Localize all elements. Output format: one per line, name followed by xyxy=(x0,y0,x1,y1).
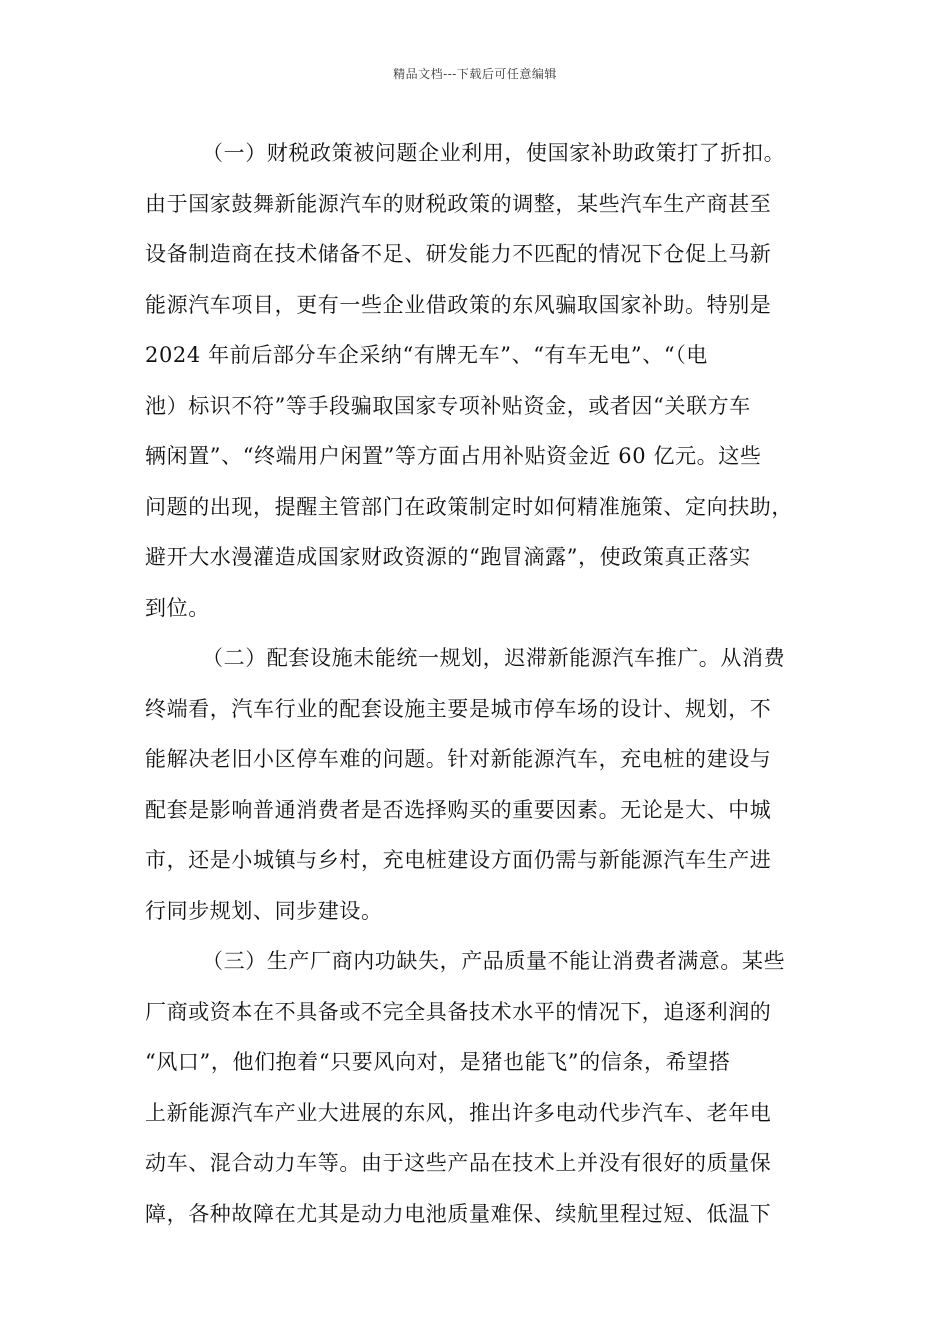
text-line: （二）配套设施未能统一规划，迟滞新能源汽车推广。从消费 xyxy=(202,646,786,670)
text-line: “风口”，他们抱着“只要风向对，是猪也能飞”的信条，希望搭 xyxy=(145,1050,731,1074)
text-line: 由于国家鼓舞新能源汽车的财税政策的调整，某些汽车生产商甚至 xyxy=(145,191,772,216)
text-line: 避开大水漫灌造成国家财政资源的“跑冒滴露”，使政策真正落实 xyxy=(145,545,751,569)
text-line: 上新能源汽车产业大进展的东风，推出许多电动代步汽车、老年电 xyxy=(145,1100,772,1125)
text-line: 问题的出现，提醒主管部门在政策制定时如何精准施策、定向扶助， xyxy=(145,494,793,519)
paragraph-2 xyxy=(145,633,825,936)
text-line: 设备制造商在技术储备不足、研发能力不匹配的情况下仓促上马新 xyxy=(145,242,772,266)
text-line: 配套是影响普通消费者是否选择购买的重要因素。无论是大、中城 xyxy=(145,797,772,822)
text-line: （一）财税政策被问题企业利用，使国家补助政策打了折扣。 xyxy=(202,141,786,165)
page-header: 精品文档---下载后可任意编辑 xyxy=(393,67,557,81)
text-line: （三）生产厂商内功缺失，产品质量不能让消费者满意。某些 xyxy=(202,949,786,973)
document-body xyxy=(145,128,825,1239)
text-line: 到位。 xyxy=(145,595,210,620)
text-line: 动车、混合动力车等。由于这些产品在技术上并没有很好的质量保 xyxy=(145,1151,772,1175)
text-line: 能源汽车项目，更有一些企业借政策的东风骗取国家补助。特别是 xyxy=(145,292,772,317)
text-line: 池）标识不符”等手段骗取国家专项补贴资金，或者因“关联方车 xyxy=(145,393,751,418)
text-line: 2024 年前后部分车企采纳“有牌无车”、“有车无电”、“（电 xyxy=(145,343,708,367)
text-line: 市，还是小城镇与乡村，充电桩建设方面仍需与新能源汽车生产进 xyxy=(145,848,772,872)
text-line: 行同步规划、同步建设。 xyxy=(145,898,383,923)
text-line: 障，各种故障在尤其是动力电池质量难保、续航里程过短、低温下 xyxy=(145,1201,772,1226)
text-line: 能解决老旧小区停车难的问题。针对新能源汽车，充电桩的建设与 xyxy=(145,747,772,771)
text-line: 终端看，汽车行业的配套设施主要是城市停车场的设计、规划，不 xyxy=(145,696,772,721)
paragraph-3 xyxy=(145,936,825,1239)
text-line: 厂商或资本在不具备或不完全具备技术水平的情况下，追逐利润的 xyxy=(145,999,772,1024)
paragraph-1 xyxy=(145,128,825,633)
text-line: 辆闲置”、“终端用户闲置”等方面占用补贴资金近 60 亿元。这些 xyxy=(145,444,762,468)
